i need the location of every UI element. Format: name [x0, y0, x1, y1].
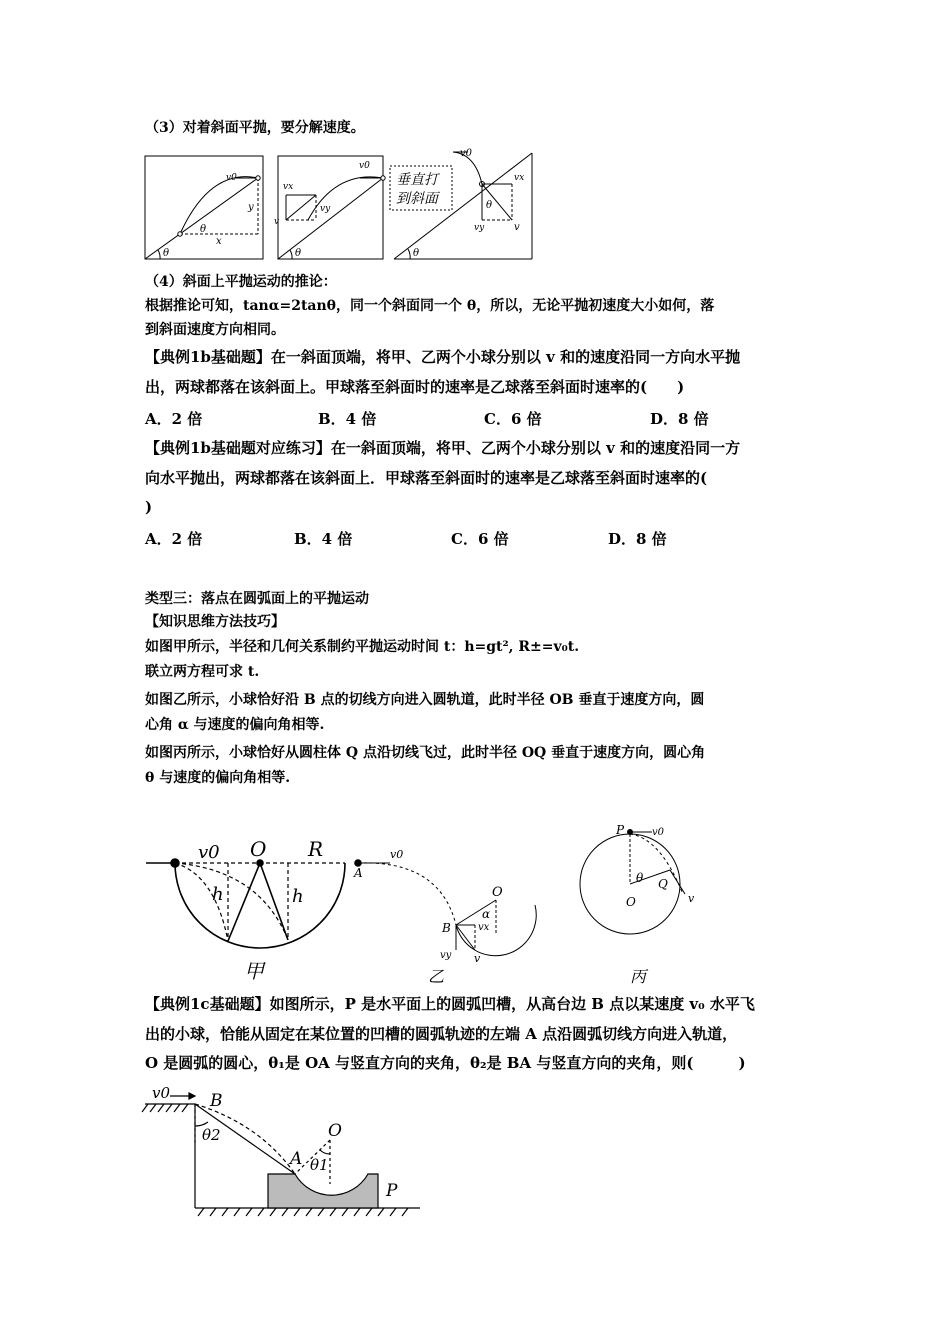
k-line-5: 如图丙所示，小球恰好从圆柱体 Q 点沿切线飞过，此时半径 OQ 垂直于速度方向，圆心角 [145, 745, 706, 761]
fig1-box-line1: 垂直打 [396, 172, 438, 188]
figure-yi [358, 863, 536, 956]
incline-panel-1 [145, 156, 263, 259]
k-line-4: 心角 α 与速度的偏向角相等. [145, 717, 325, 733]
figure-jia [146, 859, 361, 948]
label-v0-3: v0 [460, 148, 473, 159]
label-v0-1: v0 [226, 173, 237, 183]
k-line-3: 如图乙所示，小球恰好沿 B 点的切线方向进入圆轨道，此时半径 OB 垂直于速度方向，圆 [145, 692, 705, 708]
ex1b-line-1: 【典例1b基础题】在一斜面顶端，将甲、乙两个小球分别以 v 和的速度沿同一方向水平抛 [145, 348, 741, 366]
yi-label-O: O [492, 885, 503, 900]
k-line-6: θ 与速度的偏向角相等. [145, 770, 291, 786]
yi-label-alpha: α [482, 907, 491, 921]
yi-label-vx: vx [478, 922, 490, 933]
s4-line-1: 根据推论可知，tanα=2tanθ，同一个斜面同一个 θ，所以，无论平抛初速度大小如何，落 [145, 298, 715, 314]
fig1-box-line2: 到斜面 [396, 191, 438, 207]
caption-jia: 甲 [244, 959, 264, 983]
ex1b-practice-line-1: 【典例1b基础题对应练习】在一斜面顶端，将甲、乙两个小球分别以 v 和的速度沿同一方 [145, 439, 741, 457]
label-theta-1a: θ [163, 248, 170, 259]
yi-label-A: A [354, 866, 363, 880]
ex1b-option-b[interactable]: B．4 倍 [318, 410, 377, 428]
groove-label-O: O [328, 1121, 342, 1141]
bing-label-theta: θ [636, 871, 644, 885]
groove-figure [140, 1084, 420, 1224]
yi-label-v: v [474, 952, 481, 965]
ex1b-option-a[interactable]: A．2 倍 [145, 410, 203, 428]
bing-label-v0: v0 [652, 827, 665, 838]
jia-label-R: R [308, 837, 324, 861]
s4-line-2: 到斜面速度方向相同。 [145, 322, 285, 338]
type3-heading: 类型三：落点在圆弧面上的平抛运动 [145, 591, 369, 607]
k-line-1: 如图甲所示，半径和几何关系制约平抛运动时间 t：h=gt², R±=v₀t. [145, 639, 580, 655]
label-x-1: x [216, 236, 222, 247]
label-vy-2: vy [320, 204, 331, 214]
ex1c-line-2: 出的小球，恰能从固定在某位置的凹槽的圆弧轨迹的左端 A 点沿圆弧切线方向进入轨道， [145, 1025, 738, 1043]
bing-label-O: O [626, 895, 636, 909]
groove-drawing [142, 1093, 420, 1216]
groove-label-P: P [386, 1181, 398, 1201]
ex1b-practice-option-a[interactable]: A．2 倍 [145, 530, 203, 548]
incline-panel-2 [278, 156, 385, 259]
jia-label-O: O [250, 837, 267, 861]
jia-label-v0: v0 [198, 842, 220, 863]
label-theta-2: θ [295, 248, 302, 259]
caption-yi: 乙 [428, 967, 445, 986]
groove-label-theta1: θ1 [310, 1156, 329, 1174]
circle-figures [140, 820, 720, 990]
label-v-3: v [514, 222, 520, 233]
ex1b-practice-line-2: 向水平抛出，两球都落在该斜面上．甲球落至斜面时的速率是乙球落至斜面时速率的( [145, 469, 708, 487]
figure-bing [580, 830, 685, 935]
groove-label-B: B [210, 1091, 223, 1111]
section-4-heading: （4）斜面上平抛运动的推论： [145, 274, 337, 290]
section-3-heading: （3）对着斜面平抛，要分解速度。 [145, 120, 365, 136]
ex1c-line-1: 【典例1c基础题】如图所示，P 是水平面上的圆弧凹槽，从高台边 B 点以某速度 v₀ 水平飞 [145, 995, 755, 1013]
ex1b-practice-line-3: ) [145, 498, 153, 516]
ex1b-practice-option-c[interactable]: C．6 倍 [451, 530, 509, 548]
label-vx-3: vx [514, 173, 525, 183]
jia-label-h1: h [212, 884, 224, 905]
label-v0-2: v0 [359, 161, 370, 171]
incline-figures [140, 148, 540, 263]
ex1b-practice-option-b[interactable]: B．4 倍 [294, 530, 353, 548]
label-y-1: y [248, 202, 254, 213]
ex1b-line-2: 出，两球都落在该斜面上。甲球落至斜面时的速率是乙球落至斜面时速率的( ) [145, 378, 685, 396]
knowledge-heading: 【知识思维方法技巧】 [145, 614, 285, 630]
bing-label-Q: Q [658, 877, 668, 891]
k-line-2: 联立两方程可求 t. [145, 664, 260, 680]
ex1b-practice-option-d[interactable]: D．8 倍 [608, 530, 667, 548]
yi-label-v0: v0 [390, 848, 404, 861]
ex1c-line-3: O 是圆弧的圆心，θ₁是 OA 与竖直方向的夹角，θ₂是 BA 与竖直方向的夹角，则( ) [145, 1054, 746, 1072]
label-vx-2: vx [283, 182, 294, 192]
bing-label-P: P [616, 823, 625, 837]
label-v-2: v [274, 217, 280, 227]
ex1b-option-c[interactable]: C．6 倍 [484, 410, 542, 428]
label-theta-3a: θ [486, 200, 493, 211]
ex1b-option-d[interactable]: D．8 倍 [650, 410, 709, 428]
label-theta-1b: θ [200, 224, 207, 235]
yi-label-vy: vy [440, 950, 452, 961]
label-vy-3: vy [474, 223, 485, 233]
yi-label-B: B [442, 921, 451, 935]
groove-label-v0: v0 [152, 1084, 171, 1102]
jia-label-h2: h [292, 886, 304, 907]
groove-label-theta2: θ2 [202, 1126, 221, 1144]
bing-label-v: v [688, 892, 695, 905]
caption-bing: 丙 [630, 967, 647, 986]
label-theta-3b: θ [413, 248, 420, 259]
groove-label-A: A [290, 1149, 303, 1169]
